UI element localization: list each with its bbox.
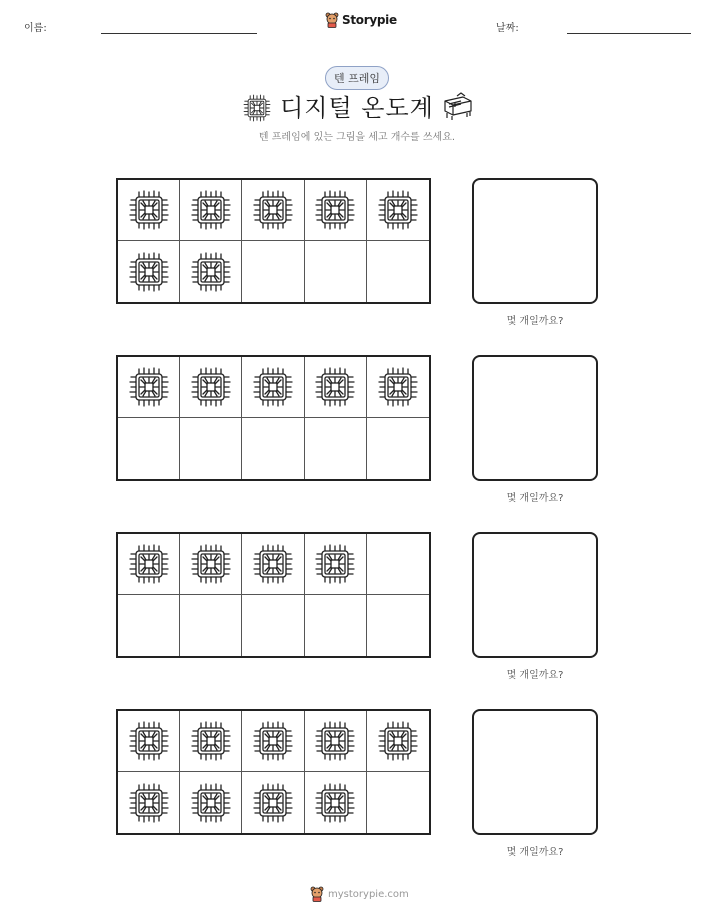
microchip-icon — [251, 188, 295, 232]
ten-frame-cell — [367, 595, 429, 656]
name-input-line[interactable] — [101, 33, 257, 34]
microchip-icon — [251, 781, 295, 825]
question-label: 몇 개일까요? — [506, 847, 564, 858]
ten-frame-cell — [180, 534, 242, 595]
ten-frame — [116, 532, 431, 658]
ten-frame-cell — [118, 595, 180, 656]
ten-frame-cell — [118, 241, 180, 302]
ten-frame-cell — [367, 357, 429, 418]
ten-frame-cell — [242, 180, 304, 241]
ten-frame-cell — [367, 180, 429, 241]
microchip-icon — [376, 365, 420, 409]
footer-url: mystorypie.com — [328, 888, 409, 900]
date-input-line[interactable] — [567, 33, 691, 34]
ten-frame-cell — [180, 180, 242, 241]
footer — [310, 886, 409, 902]
ten-frame-cell — [305, 711, 367, 772]
ten-frame-cell — [180, 772, 242, 833]
microchip-icon — [189, 781, 233, 825]
ten-frame-cell — [305, 180, 367, 241]
microchip-icon — [189, 188, 233, 232]
ten-frame-cell — [180, 357, 242, 418]
ten-frame-cell — [242, 595, 304, 656]
microchip-icon — [251, 719, 295, 763]
microchip-icon — [251, 365, 295, 409]
answer-box[interactable] — [472, 709, 598, 835]
date-label: 날짜: — [496, 23, 519, 34]
ten-frame — [116, 178, 431, 304]
question-label: 몇 개일까요? — [506, 316, 564, 327]
thermometer-device-icon — [441, 91, 473, 121]
microchip-icon — [313, 188, 357, 232]
ten-frame-cell — [367, 418, 429, 479]
ten-frame-cell — [242, 418, 304, 479]
microchip-icon — [313, 542, 357, 586]
microchip-icon — [127, 719, 171, 763]
ten-frame-cell — [367, 772, 429, 833]
microchip-icon — [127, 781, 171, 825]
ten-frame-cell — [305, 595, 367, 656]
ten-frame-cell — [180, 595, 242, 656]
ten-frame-cell — [305, 418, 367, 479]
answer-box[interactable] — [472, 532, 598, 658]
name-label: 이름: — [24, 23, 47, 34]
brand-logo — [325, 12, 397, 28]
ten-frame-cell — [305, 357, 367, 418]
microchip-icon — [127, 542, 171, 586]
ten-frame-cell — [180, 241, 242, 302]
microchip-icon — [376, 188, 420, 232]
ten-frame-cell — [242, 711, 304, 772]
bear-mascot-icon — [325, 12, 339, 28]
answer-box[interactable] — [472, 178, 598, 304]
microchip-icon — [251, 542, 295, 586]
ten-frame-cell — [118, 357, 180, 418]
question-label: 몇 개일까요? — [506, 670, 564, 681]
ten-frame-cell — [180, 711, 242, 772]
ten-frame-cell — [367, 241, 429, 302]
topic-badge: 텐 프레임 — [325, 66, 389, 90]
microchip-icon — [189, 250, 233, 294]
ten-frame-cell — [367, 534, 429, 595]
microchip-icon — [127, 365, 171, 409]
brand-name: Storypie — [342, 13, 397, 27]
microchip-icon — [189, 365, 233, 409]
instructions: 텐 프레임에 있는 그림을 세고 개수를 쓰세요. — [258, 132, 456, 143]
ten-frame-cell — [118, 180, 180, 241]
ten-frame-cell — [305, 772, 367, 833]
answer-box[interactable] — [472, 355, 598, 481]
ten-frame-cell — [118, 418, 180, 479]
microchip-icon — [127, 250, 171, 294]
ten-frame-cell — [242, 241, 304, 302]
page-title: 디지털 온도계 — [280, 94, 434, 122]
microchip-icon — [313, 781, 357, 825]
question-label: 몇 개일까요? — [506, 493, 564, 504]
ten-frame-cell — [305, 534, 367, 595]
microchip-icon — [189, 542, 233, 586]
ten-frame-cell — [118, 534, 180, 595]
ten-frame-cell — [180, 418, 242, 479]
ten-frame-cell — [242, 357, 304, 418]
ten-frame — [116, 709, 431, 835]
microchip-icon — [189, 719, 233, 763]
microchip-icon — [127, 188, 171, 232]
ten-frame — [116, 355, 431, 481]
microchip-icon — [313, 719, 357, 763]
ten-frame-cell — [367, 711, 429, 772]
microchip-icon — [376, 719, 420, 763]
bear-mascot-icon — [310, 886, 324, 902]
ten-frame-cell — [242, 534, 304, 595]
ten-frame-cell — [305, 241, 367, 302]
microchip-icon — [313, 365, 357, 409]
ten-frame-cell — [242, 772, 304, 833]
ten-frame-cell — [118, 772, 180, 833]
ten-frame-cell — [118, 711, 180, 772]
